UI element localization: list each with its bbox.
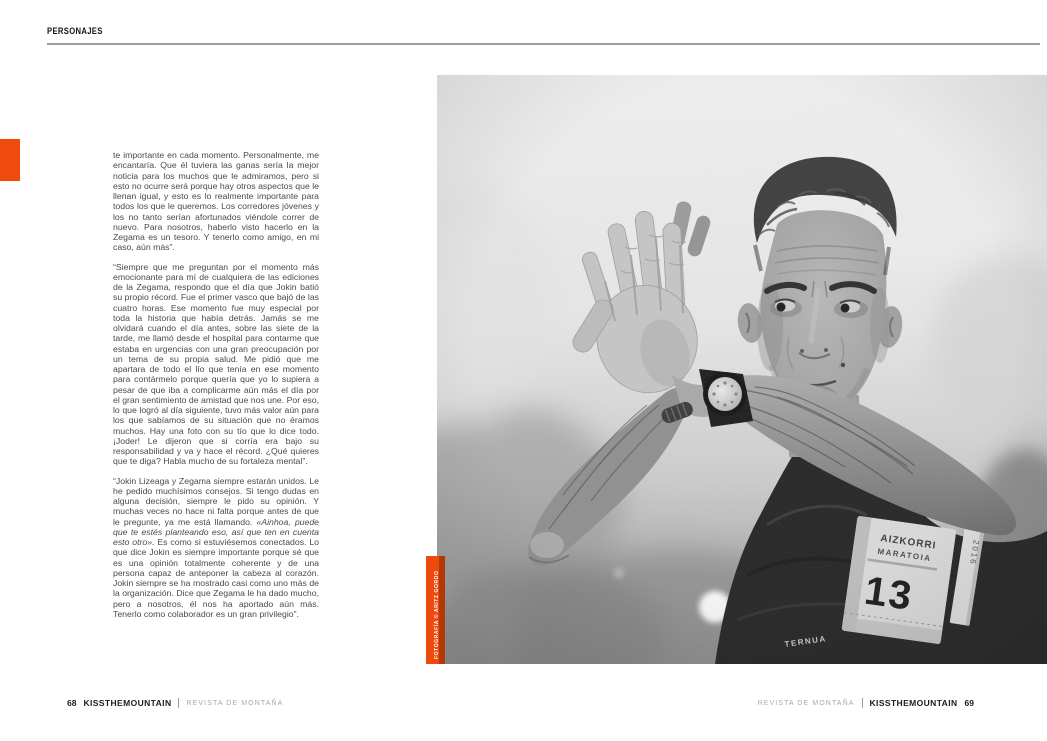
photo-credit-strip — [426, 556, 445, 664]
magazine-brand-right: KISSTHEMOUNTAIN — [869, 698, 958, 708]
page-number-right: 69 — [964, 698, 974, 708]
photo-credit-label: FOTOGRAFÍA © ARITZ GORDO — [434, 570, 440, 659]
article-paragraph-1: te importante en cada momento. Personalmente, me encantaría. Que él tuviera las ganas sería la mejor noticia para los muchos que le admiramos, pero si esto no ocurre será porque hay otros aspectos que le llenan igual, y esto es lo realmente importante para todos los que le queremos. Los corredores jóvenes y los no tanto serían afortunados viéndole correr de nuevo. Para nosotros, haberlo visto hacerlo en la Zegama es un tesoro. Y tenerlo como amigo, en mi caso, aún más”. — [113, 150, 319, 253]
magazine-brand: KISSTHEMOUNTAIN — [83, 698, 172, 708]
article-paragraph-3 — [113, 476, 319, 620]
runner-photo — [437, 75, 1047, 664]
photo-grain — [437, 75, 1047, 664]
paragraph-3-text-after: Es como si estuviésemos conectados. Lo que dice Jokin es siempre importante porque sé que es una opinión totalmente coherente y de una persona capaz de anteponer la cabeza al corazón. Jokin siempre se ha mostrado casi como uno más de la organización. Dice que Zegama le ha dado mucho, pero a nosotros, él nos ha aportado aún más. Tenerlo como colaborador es un gran privilegio”. — [113, 537, 319, 619]
article-text-column — [113, 150, 319, 628]
footer-right — [758, 698, 974, 708]
footer-divider-right — [862, 698, 863, 708]
accent-square — [0, 139, 20, 181]
magazine-tagline-right: REVISTA DE MONTAÑA — [757, 699, 855, 707]
section-label: PERSONAJES — [47, 26, 103, 36]
magazine-tagline: REVISTA DE MONTAÑA — [186, 699, 284, 707]
header-rule — [47, 43, 1040, 45]
footer-divider — [178, 698, 179, 708]
article-paragraph-2: “Siempre que me preguntan por el momento más emocionante para mí de cualquiera de las ediciones de la Zegama, respondo que el día que Jokin batió su propio récord. Fue el primer vasco que bajó de las cuatro horas. Ese momento fue muy especial por toda la historia que había detrás. Jamás se me olvidará cuando el día antes, sobre las siete de la tarde, me llamó desde el hospital para contarme que estaba en urgencias con una gran preocupación por un tema de su propia salud. Me pidió que me apartara de todo el lío que tenía en ese momento para contármelo porque quería que yo lo supiera a pesar de que iba a complicarme aún más el día por el gran sentimiento de amistad que nos une. Por eso, lo que logró al día siguiente, tuvo más valor aún para los que sabíamos de su situación que no éramos muchos. Hay una foto con su tío que lo dice todo. ¡Joder! Le dijeron que si corría era bajo su responsabilidad y va y hace el récord. ¿Qué quieres que te diga? Habla mucho de su fortaleza mental”. — [113, 261, 319, 467]
paragraph-3-quote: «Ainhoa, puede que te estés planteando eso, así que ten en cuenta esto otro». — [113, 516, 319, 547]
paragraph-3-text: “Jokin Lizeaga y Zegama siempre estarán unidos. Le he pedido muchísimos consejos. Si tengo dudas en alguna decisión, siempre le pido su opinión. Y muchas veces no hace ni falta porque antes de que le pregunte, ya me está llamando. — [113, 475, 319, 527]
footer-left — [67, 698, 283, 708]
page-number-left: 68 — [67, 698, 77, 708]
